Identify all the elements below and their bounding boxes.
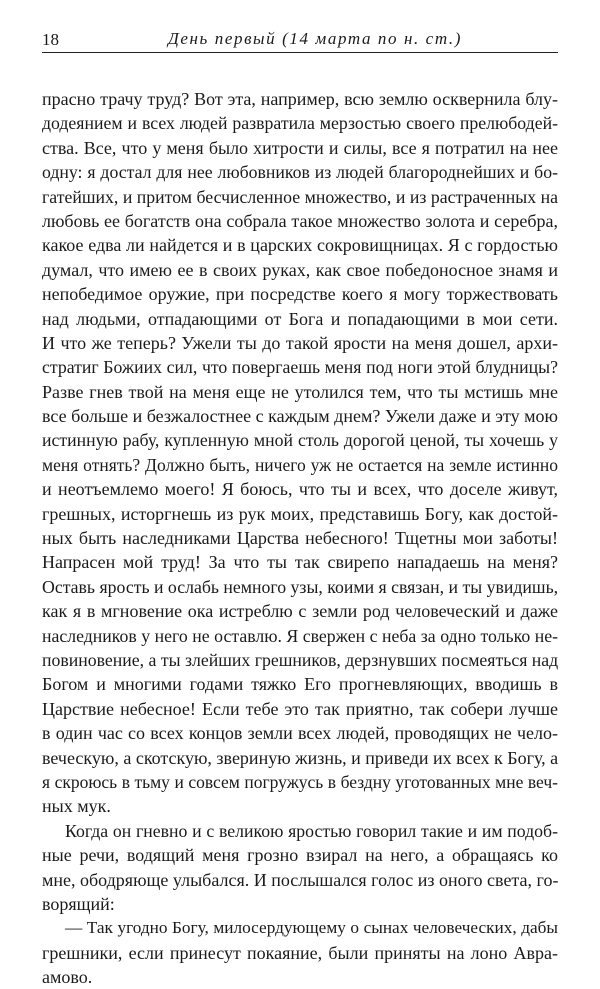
text-line: ных быть наследниками Царства небесного! Тщетны мои заботы! (42, 528, 558, 549)
text-line: я скроюсь в тьму и совсем погружусь в бездну уготованных мне веч- (42, 771, 558, 792)
text-line: истинную рабу, купленную мной столь дорогой ценой, ты хочешь у (42, 430, 558, 451)
text-line: ных мук. (42, 796, 111, 817)
text-line: Разве гнев твой на меня еще не утолился тем, что ты мстишь мне (42, 381, 558, 402)
text-line: над людьми, отпадающими от Бога и попадающими в мои сети. (42, 308, 558, 329)
running-header (42, 28, 558, 53)
text-line: одну: я достал для нее любовников из людей благороднейших и бо- (42, 162, 558, 183)
text-line: — Так угодно Богу, милосердующему о сынах человеческих, дабы (65, 918, 558, 938)
paragraph (42, 916, 558, 989)
text-line: Богом и многими годами тяжко Его прогневляющих, вводишь в (42, 674, 558, 695)
running-title: День первый (14 марта по н. ст.) (167, 29, 463, 48)
text-line: веческую, а скотскую, звериную жизнь, и приведи их всех к Богу, а (42, 747, 559, 768)
paragraph (42, 87, 558, 819)
text-line: меня отнять? Должно быть, ничего уж не остается на земле истинно (42, 454, 558, 475)
text-line: в один час со всех концов земли всех людей, проводящих не чело- (42, 723, 558, 744)
text-line: ворящий: (42, 893, 115, 914)
text-line: Царствие небесное! Если тебе это так приятно, так собери лучше (42, 698, 558, 719)
text-line: Когда он гневно и с великою яростью говорил такие и им подоб- (65, 820, 558, 841)
body-text (42, 87, 558, 989)
paragraph (42, 819, 558, 917)
text-line: додеянием и всех людей развратила мерзостью своего прелюбодей- (42, 113, 558, 134)
text-line: наследников у него не оставлю. Я свержен с неба за одно только не- (42, 625, 558, 646)
text-line: ства. Все, что у меня было хитрости и силы, все я потратил на нее (42, 137, 558, 158)
text-line: и неотъемлемо моего! Я боюсь, что ты и всех, что доселе живут, (42, 479, 558, 500)
text-line: Оставь ярость и ослабь немного узы, коими я связан, и ты увидишь, (42, 576, 559, 597)
text-line: грешники, если принесут покаяние, были приняты на лоно Авра- (42, 942, 558, 963)
text-line: амово. (42, 967, 93, 988)
text-line: ные речи, водящий меня грозно взирал на него, а обращаясь ко (42, 845, 558, 866)
text-line: непобедимое оружие, при посредстве коего я могу торжествовать (42, 284, 558, 305)
page-number: 18 (42, 30, 59, 49)
text-line: грешных, исторгнешь из рук моих, представишь Богу, как достой- (42, 503, 558, 524)
text-line: стратиг Божиих сил, что повергаешь меня под ноги этой блудницы? (42, 357, 558, 378)
text-line: все больше и безжалостнее с каждым днем? Ужели даже и эту мою (42, 406, 558, 427)
text-line: какое едва ли найдется и в царских сокровищницах. Я с гордостью (42, 235, 558, 256)
text-line: любовь ее богатств она собрала такое множество золота и серебра, (42, 210, 558, 231)
text-line: мне, ободряюще улыбался. И послышался голос из оного света, го- (42, 869, 559, 890)
text-line: Напрасен мой труд! За что ты так свирепо нападаешь на меня? (42, 552, 558, 573)
text-line: повиновение, а ты злейших грешников, дерзнувших посмеяться над (42, 649, 559, 670)
text-line: думал, что имею ее в своих руках, как свое победоносное знамя и (42, 259, 558, 280)
text-line: гатейших, и притом бесчисленное множество, и из растраченных на (42, 186, 558, 207)
text-line: как я в мгновение ока истреблю с земли род человеческий и даже (42, 601, 558, 622)
text-line: И что же теперь? Ужели ты до такой ярости на меня дошел, архи- (42, 332, 558, 353)
text-line: прасно трачу труд? Вот эта, например, всю землю осквернила блу- (42, 89, 558, 109)
